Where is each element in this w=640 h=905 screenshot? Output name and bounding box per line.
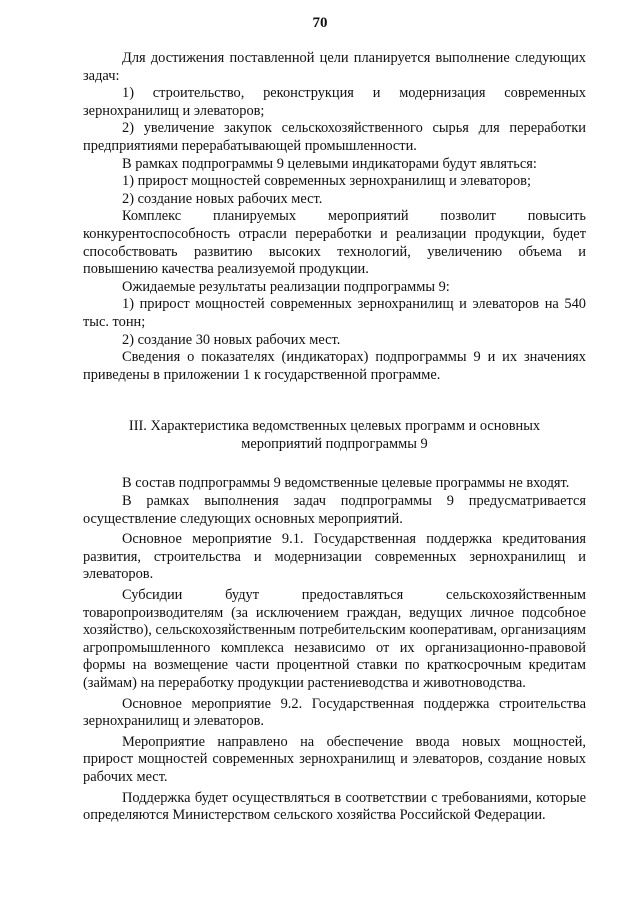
paragraph-result-1: 1) прирост мощностей современных зернохранилищ и элеваторов на 540 тыс. тонн; [83,296,586,330]
paragraph-activity-purpose: Мероприятие направлено на обеспечение ввода новых мощностей, прирост мощностей современных зернохранилищ и элеваторов, создание новых рабочих мест. [83,733,586,785]
paragraph-complex: Комплекс планируемых мероприятий позволит повысить конкурентоспособность отрасли переработки и реализации продукции, будет способствовать развитию высоких технологий, увеличению объема и повышению качества реализуемой продукции. [83,208,586,278]
paragraph-indicators-info: Сведения о показателях (индикаторах) подпрограммы 9 и их значениях приведены в приложении 1 к государственной программе. [83,349,586,383]
section-heading-line-2: мероприятий подпрограммы 9 [241,435,428,452]
paragraph-results-intro: Ожидаемые результаты реализации подпрограммы 9: [122,278,450,295]
paragraph-task-2: 2) увеличение закупок сельскохозяйственного сырья для переработки предприятиями перерабатывающей промышленности. [83,120,586,154]
paragraph-indicator-1: 1) прирост мощностей современных зернохранилищ и элеваторов; [122,173,531,190]
paragraph-goal-intro: Для достижения поставленной цели планируется выполнение следующих задач: [83,50,586,84]
section-heading [83,418,586,453]
paragraph-indicator-2: 2) создание новых рабочих мест. [122,190,323,207]
paragraph-support: Поддержка будет осуществляться в соответствии с требованиями, которые определяются Министерством сельского хозяйства Российской Федерации. [83,789,586,824]
paragraph-activity-9-1: Основное мероприятие 9.1. Государственная поддержка кредитования развития, строительства и модернизации современных зернохранилищ и элеваторов. [83,531,586,583]
paragraph-no-programs: В состав подпрограммы 9 ведомственные целевые программы не входят. [122,475,570,492]
document-body [83,50,586,825]
page-number: 70 [312,15,328,31]
paragraph-task-1: 1) строительство, реконструкция и модернизация современных зернохранилищ и элеваторов; [83,85,586,119]
section-heading-line-1: III. Характеристика ведомственных целевых программ и основных [128,418,541,435]
paragraph-subsidies: Субсидии будут предоставляться сельскохозяйственным товаропроизводителям (за исключением граждан, ведущих личное подсобное хозяйство), сельскохозяйственным потребительским кооперативам, организациям агропромышленного комплекса независимо от их организационно-правовой формы на возмещение части процентной ставки по краткосрочным кредитам (займам) на переработку продукции растениеводства и животноводства. [83,587,586,691]
paragraph-result-2: 2) создание 30 новых рабочих мест. [122,331,341,348]
paragraph-indicators-intro: В рамках подпрограммы 9 целевыми индикаторами будут являться: [122,155,537,172]
paragraph-activities-intro: В рамках выполнения задач подпрограммы 9 предусматривается осуществление следующих основных мероприятий. [83,493,586,527]
paragraph-activity-9-2: Основное мероприятие 9.2. Государственная поддержка строительства зернохранилищ и элеваторов. [83,695,586,730]
